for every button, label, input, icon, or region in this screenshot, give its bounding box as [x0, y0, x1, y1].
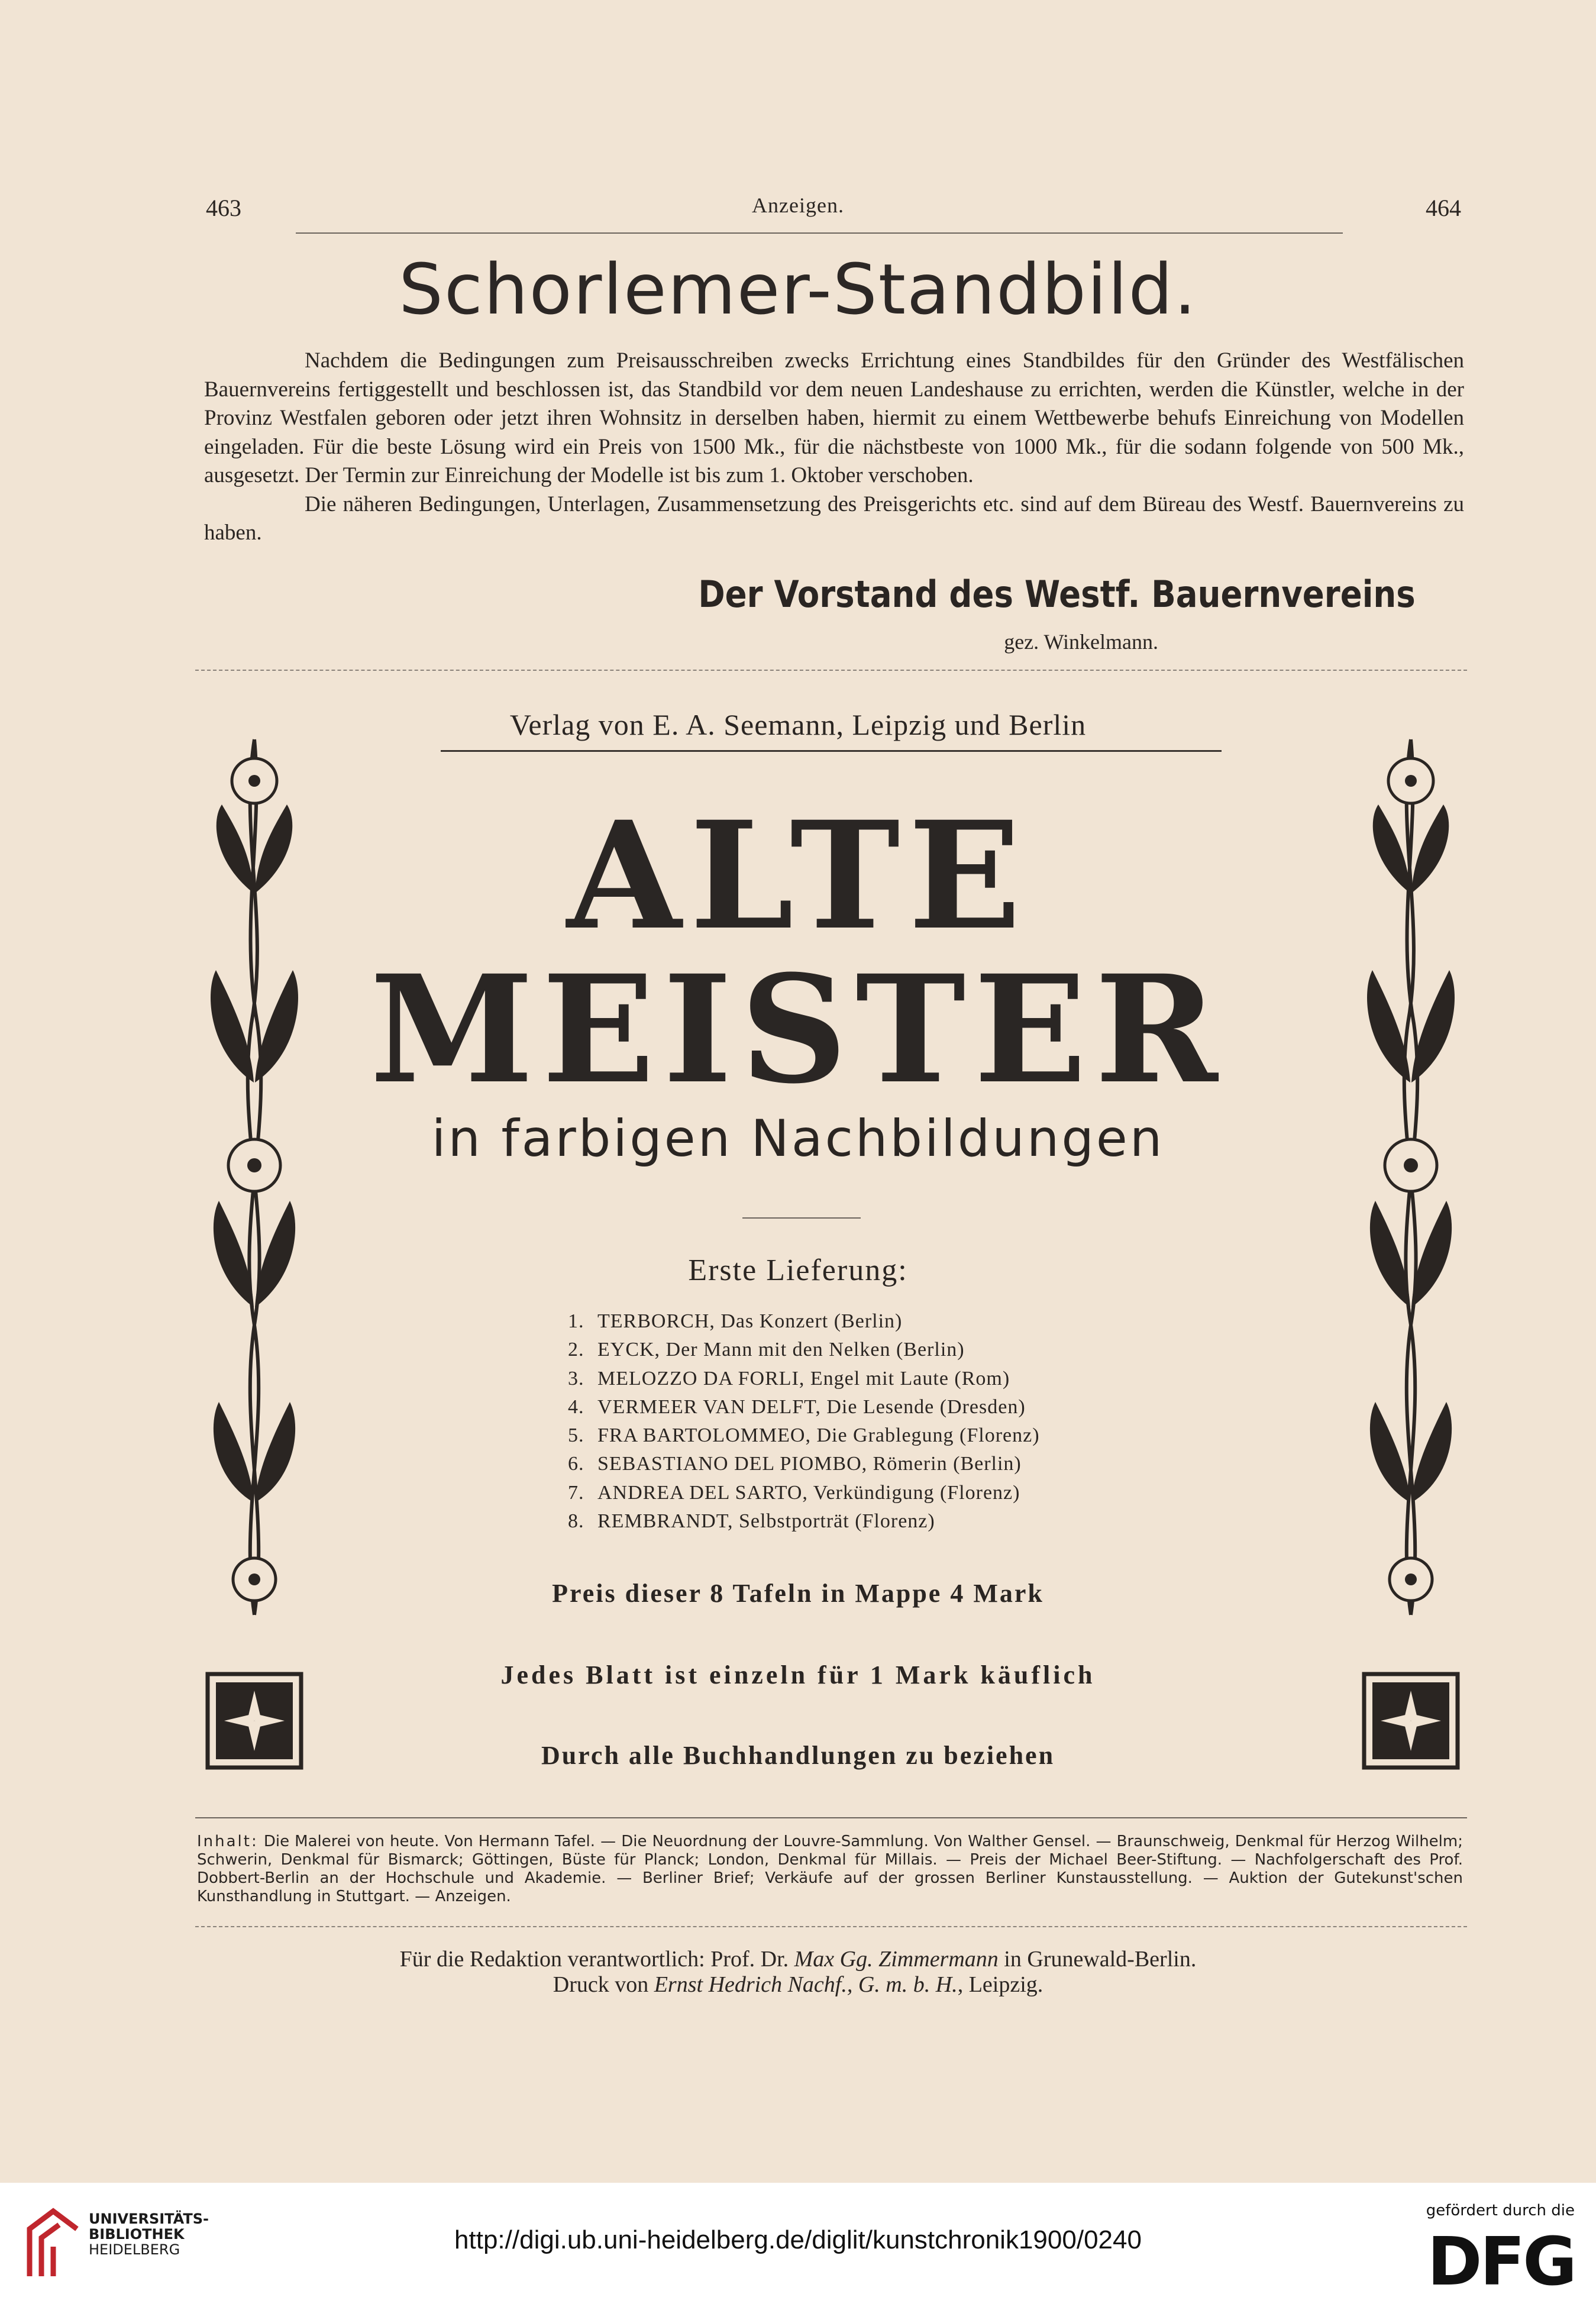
university-name-line-3: HEIDELBERG [89, 2241, 180, 2258]
list-item [568, 1507, 1040, 1536]
list-item-text: FRA BARTOLOMMEO, Die Grablegung (Florenz) [597, 1424, 1040, 1447]
list-item [568, 1393, 1040, 1421]
printer-line [0, 1972, 1596, 1998]
printer-name: Ernst Hedrich Nachf., G. m. b. H. [654, 1972, 958, 1997]
page-number-left: 463 [206, 195, 241, 221]
list-item-text: EYCK, Der Mann mit den Nelken (Berlin) [597, 1339, 965, 1361]
list-item-number: 6. [568, 1453, 584, 1475]
section-divider [195, 670, 1467, 671]
list-item-number: 5. [568, 1424, 584, 1447]
price-line: Preis dieser 8 Tafeln in Mappe 4 Mark [552, 1579, 1044, 1608]
contents-text: Die Malerei von heute. Von Hermann Tafel. — Die Neuordnung der Louvre-Sammlung. Von Walther Gensel. — Braunschweig, Denkmal für Herzog Wilhelm; Schwerin, Denkmal für Bismarck; Göttingen, Büste für Planck; London, Denkmal für Millais. — Preis der Michael Beer-Stiftung. — Nachfolgerschaft des Prof. Dobbert-Berlin an der Hochschule und Akademie. — Berliner Brief; Verkäufe auf der grossen Berliner Kunstausstellung. — Auktion der Gutekunst'schen Kunsthandlung in Stuttgart. — Anzeigen. [197, 1833, 1463, 1905]
table-of-contents [197, 1833, 1463, 1906]
header-rule [296, 232, 1343, 234]
notice-signed-by: gez. Winkelmann. [1004, 630, 1158, 654]
delivery-heading: Erste Lieferung: [688, 1253, 908, 1287]
notice-paragraph-2: Die näheren Bedingungen, Unterlagen, Zusammensetzung des Preisgerichts etc. sind auf dem Büreau des Westf. Bauernvereins zu haben. [204, 492, 1464, 545]
list-item [568, 1307, 1040, 1336]
list-item-number: 7. [568, 1481, 584, 1504]
list-item-text: MELOZZO DA FORLI, Engel mit Laute (Rom) [597, 1367, 1010, 1390]
list-item-text: VERMEER VAN DELFT, Die Lesende (Dresden) [597, 1395, 1026, 1418]
editor-prefix: Für die Redaktion verantwortlich: Prof. Dr. [399, 1947, 794, 1972]
list-item-text: ANDREA DEL SARTO, Verkündigung (Florenz) [597, 1481, 1020, 1504]
notice-paragraph-1: Nachdem die Bedingungen zum Preisausschreiben zwecks Errichtung eines Standbildes für den Gründer des Westfälischen Bauernvereins fertiggestellt und beschlossen ist, das Standbild vor dem neuen Landeshause zu errichten, werden die Künstler, welche in der Provinz Westfalen geboren oder jetzt ihren Wohnsitz in derselben haben, hiermit zu einem Wettbewerbe behufs Einreichung von Modellen eingeladen. Für die beste Lösung wird ein Preis von 1500 Mk., für die nächstbeste von 1000 Mk., für die sodann folgende von 500 Mk., ausgesetzt. Der Termin zur Einreichung der Modelle ist bis zum 1. Oktober verschoben. [204, 348, 1464, 487]
university-name-line-1: UNIVERSITÄTS- [89, 2211, 209, 2227]
list-item [568, 1450, 1040, 1478]
availability-line: Durch alle Buchhandlungen zu beziehen [541, 1741, 1055, 1770]
list-item-text: SEBASTIANO DEL PIOMBO, Römerin (Berlin) [597, 1453, 1022, 1475]
floral-border-right-icon [1361, 716, 1461, 1781]
dfg-logo: DFG [1427, 2224, 1575, 2300]
publisher-underline [441, 750, 1222, 752]
list-item-number: 2. [568, 1339, 584, 1361]
notice-signature: Der Vorstand des Westf. Bauernvereins [698, 573, 1416, 616]
contents-label: Inhalt: [197, 1833, 259, 1850]
list-item-number: 3. [568, 1367, 584, 1390]
notice-title: Schorlemer-Standbild. [399, 248, 1197, 330]
list-item [568, 1336, 1040, 1364]
editor-name: Max Gg. Zimmermann [794, 1947, 999, 1972]
floral-border-left-icon [204, 716, 305, 1781]
running-header: Anzeigen. [752, 193, 844, 217]
list-item [568, 1479, 1040, 1507]
list-item-number: 1. [568, 1310, 584, 1332]
short-rule [742, 1217, 861, 1219]
printer-prefix: Druck von [553, 1972, 654, 1997]
printer-suffix: , Leipzig. [957, 1972, 1043, 1997]
advert-title-line-1: ALTE [567, 789, 1029, 962]
source-url-link[interactable]: http://digi.ub.uni-heidelberg.de/diglit/kunstchronik1900/0240 [454, 2225, 1142, 2254]
editor-suffix: in Grunewald-Berlin. [998, 1947, 1197, 1972]
list-item [568, 1421, 1040, 1450]
list-item-number: 8. [568, 1510, 584, 1533]
single-sheet-line: Jedes Blatt ist einzeln für 1 Mark käuflich [500, 1660, 1096, 1689]
editor-line [0, 1946, 1596, 1972]
artwork-list [568, 1307, 1040, 1536]
publisher-line: Verlag von E. A. Seemann, Leipzig und Berlin [509, 708, 1087, 741]
advert-title-line-2: MEISTER [370, 942, 1226, 1116]
list-item-number: 4. [568, 1395, 584, 1418]
list-item [568, 1365, 1040, 1393]
funded-by-label: gefördert durch die [1426, 2202, 1575, 2219]
list-item-text: TERBORCH, Das Konzert (Berlin) [597, 1310, 903, 1332]
advert-subtitle: in farbigen Nachbildungen [431, 1109, 1165, 1168]
contents-top-rule [195, 1817, 1467, 1818]
list-item-text: REMBRANDT, Selbstporträt (Florenz) [597, 1510, 935, 1533]
notice-body [204, 347, 1464, 548]
page-number-right: 464 [1426, 195, 1461, 221]
contents-bottom-rule [195, 1926, 1467, 1927]
university-name-line-2: BIBLIOTHEK [89, 2226, 185, 2243]
